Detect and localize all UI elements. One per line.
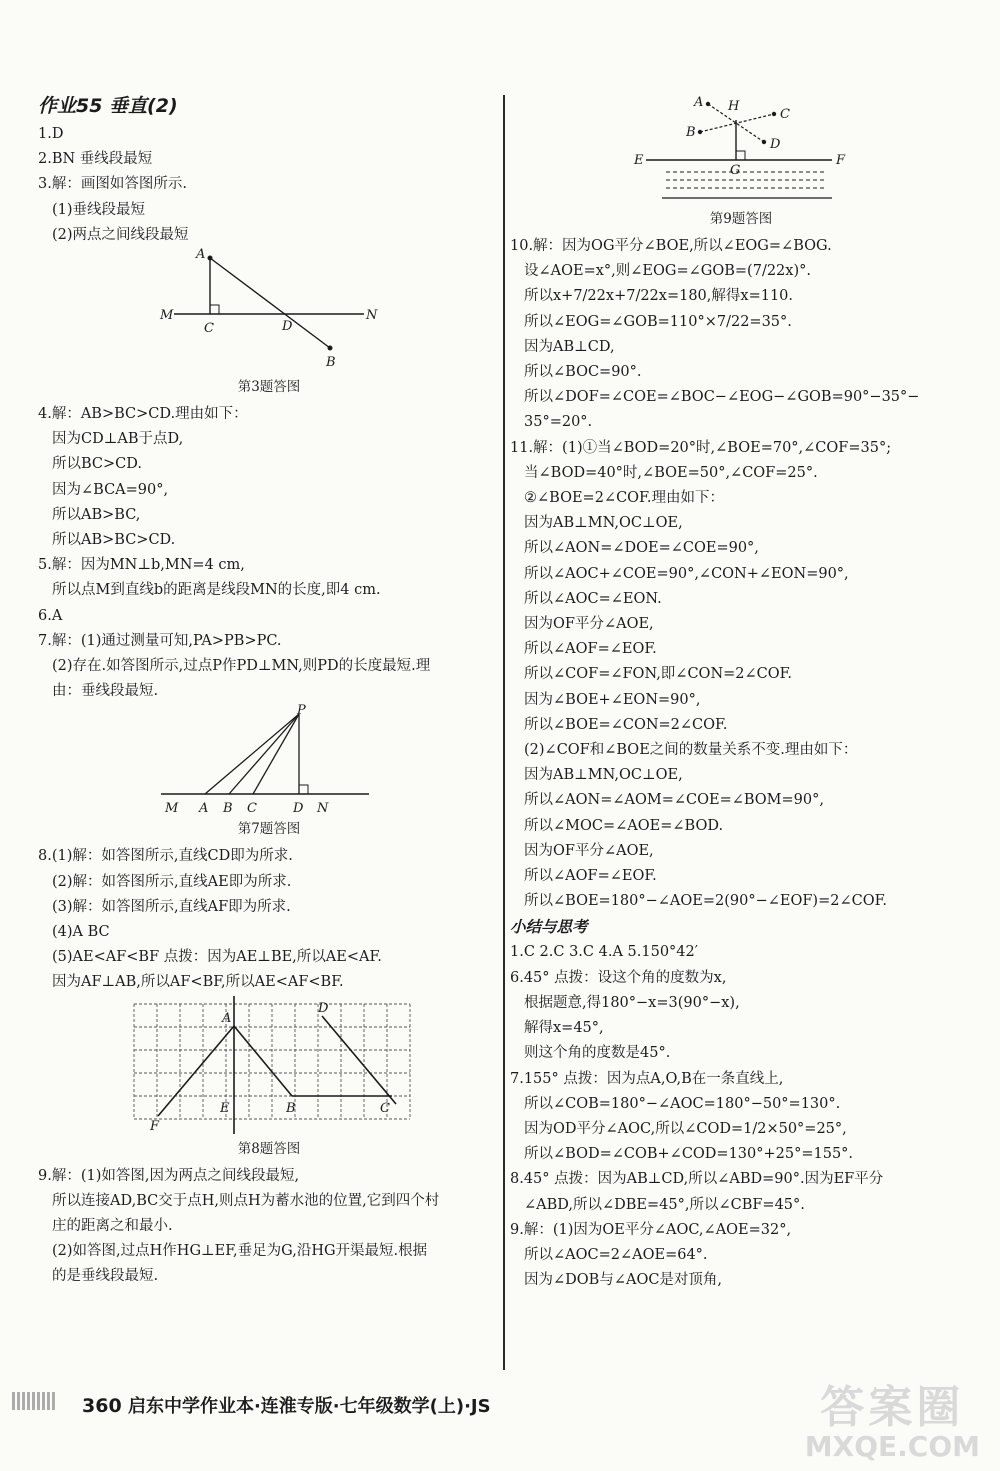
page-number: 360 — [82, 1395, 122, 1417]
label-d: D — [282, 319, 293, 335]
segment-pa — [205, 714, 299, 794]
answer-line: 根据题意,得180°−x=3(90°−x), — [524, 994, 740, 1011]
answer-line: (2)两点之间线段最短 — [52, 226, 189, 243]
answer-line: 庄的距离之和最小. — [52, 1218, 173, 1235]
label-e: E — [220, 1100, 230, 1116]
column-divider — [503, 95, 505, 1370]
label-h: H — [728, 99, 740, 114]
grid — [134, 1004, 410, 1119]
label-a: A — [199, 801, 209, 817]
answer-line: ②∠BOE=2∠COF.理由如下： — [524, 490, 724, 507]
answer-line: ∠ABD,所以∠DBE=45°,所以∠CBF=45°. — [524, 1196, 805, 1213]
answer-line: 所以∠COB=180°−∠AOC=180°−50°=130°. — [524, 1095, 841, 1112]
answer-line: 6.A — [38, 607, 63, 624]
point-d — [762, 140, 766, 144]
answer-line: 设∠AOE=x°,则∠EOG=∠GOB=(7/22x)°. — [524, 263, 811, 280]
figure-9-diagram — [626, 88, 856, 206]
answer-line: 9.解：(1)因为OE平分∠AOC,∠AOE=32°, — [510, 1221, 792, 1238]
answer-line: 所以∠AOC=2∠AOE=64°. — [524, 1246, 708, 1263]
label-m: M — [165, 801, 179, 817]
answer-line: 由：垂线段最短. — [52, 683, 159, 700]
segment-pb — [229, 714, 299, 794]
label-p: P — [297, 704, 306, 719]
label-a: A — [222, 1010, 232, 1026]
segment-ab — [210, 258, 330, 348]
label-d: D — [770, 137, 781, 152]
answer-line: 因为OF平分∠AOE, — [524, 842, 654, 859]
figure-8-caption: 第8题答图 — [237, 1140, 301, 1157]
answer-line: 所以AB>BC, — [52, 506, 141, 523]
answer-line: 因为∠DOB与∠AOC是对顶角, — [524, 1272, 723, 1289]
answer-line: 因为OF平分∠AOE, — [524, 616, 654, 633]
label-g: G — [730, 163, 741, 178]
answer-line: 所以连接AD,BC交于点H,则点H为蓄水池的位置,它到四个村 — [52, 1192, 440, 1209]
answer-line: (2)如答图,过点H作HG⊥EF,垂足为G,沿HG开渠最短.根据 — [52, 1243, 428, 1260]
label-n: N — [366, 308, 378, 324]
answer-line: 10.解：因为OG平分∠BOE,所以∠EOG=∠BOG. — [510, 238, 832, 254]
figure-3-caption: 第3题答图 — [237, 379, 301, 396]
line-cd — [322, 1016, 396, 1104]
answer-line: 所以∠BOE=∠CON=2∠COF. — [524, 716, 728, 733]
label-c: C — [380, 1100, 390, 1116]
answer-line: 35°=20°. — [524, 414, 593, 431]
answer-line: 因为AF⊥AB,所以AF<BF,所以AE<AF<BF. — [52, 974, 344, 991]
answer-line: 8.(1)解：如答图所示,直线CD即为所求. — [38, 848, 293, 865]
label-b: B — [223, 801, 233, 817]
answer-line: (1)垂线段最短 — [52, 201, 146, 218]
section-2-title: 小结与思考 — [510, 918, 588, 937]
right-angle-mark — [299, 785, 308, 794]
answer-line: 所以∠COF=∠FON,即∠CON=2∠COF. — [524, 666, 793, 683]
answer-line: 当∠BOD=40°时,∠BOE=50°,∠COF=25°. — [524, 464, 818, 481]
label-b: B — [326, 355, 336, 371]
answer-line: (5)AE<AF<BF 点拨：因为AE⊥BE,所以AE<AF. — [52, 949, 382, 966]
answer-line: 所以∠MOC=∠AOE=∠BOD. — [524, 817, 724, 834]
label-e: E — [634, 153, 644, 168]
figure-9-caption: 第9题答图 — [709, 211, 773, 227]
point-b — [328, 346, 333, 351]
right-column — [510, 88, 972, 1293]
answer-line: 所以∠AOC=∠EON. — [524, 590, 662, 607]
label-b: B — [686, 125, 696, 140]
answer-line: 5.解：因为MN⊥b,MN=4 cm, — [38, 557, 245, 574]
answer-line: 11.解：(1)①当∠BOD=20°时,∠BOE=70°,∠COF=35°; — [510, 439, 892, 456]
answers-8 — [38, 844, 500, 995]
answers-9 — [38, 1164, 500, 1290]
answer-line: 所以∠AOF=∠EOF. — [524, 868, 657, 885]
answer-line: 6.45° 点拨：设这个角的度数为x, — [510, 969, 727, 986]
segment-ab — [234, 1026, 292, 1096]
answer-line: 8.45° 点拨：因为AB⊥CD,所以∠ABD=90°.因为EF平分 — [510, 1171, 884, 1188]
answer-line: 所以x+7/22x+7/22x=180,解得x=110. — [524, 288, 794, 305]
summary-answers — [510, 940, 972, 1293]
answer-line: (3)解：如答图所示,直线AF即为所求. — [52, 898, 291, 915]
watermark-main: 答案圈 — [820, 1382, 965, 1433]
label-c: C — [780, 107, 790, 122]
label-m: M — [160, 308, 174, 324]
answer-line: 因为AB⊥MN,OC⊥OE, — [524, 515, 683, 532]
answer-line: 因为AB⊥MN,OC⊥OE, — [524, 767, 683, 784]
label-f: F — [150, 1118, 160, 1134]
label-b: B — [286, 1100, 296, 1116]
answer-line: 所以∠AON=∠DOE=∠COE=90°, — [524, 540, 759, 557]
section-title: 作业55 垂直(2) — [38, 95, 178, 117]
answer-line: 因为∠BCA=90°, — [52, 481, 169, 498]
label-n: N — [317, 801, 329, 817]
label-d: D — [293, 801, 304, 817]
answer-line: 1.C 2.C 3.C 4.A 5.150°42′ — [510, 944, 699, 961]
answer-line: 所以∠BOD=∠COB+∠COD=130°+25°=155°. — [524, 1146, 854, 1163]
answer-line: (2)存在.如答图所示,过点P作PD⊥MN,则PD的长度最短.理 — [52, 658, 431, 675]
answer-line: 9.解：(1)如答图,因为两点之间线段最短, — [38, 1167, 300, 1184]
point-b — [698, 130, 702, 134]
answer-line: 所以点M到直线b的距离是线段MN的长度,即4 cm. — [52, 582, 381, 599]
answer-line: 解得x=45°, — [524, 1020, 604, 1037]
point-a — [208, 256, 213, 261]
answer-line: 因为CD⊥AB于点D, — [52, 431, 184, 448]
answer-line: 所以BC>CD. — [52, 456, 142, 473]
watermark-url: MXQE.COM — [804, 1430, 980, 1463]
answers-1-3 — [38, 122, 500, 248]
answers-4-7 — [38, 402, 500, 704]
answer-line: 4.解：AB>BC>CD.理由如下： — [38, 406, 248, 423]
answers-10-11 — [510, 234, 972, 914]
answer-line: 所以∠DOF=∠COE=∠BOC−∠EOG−∠GOB=90°−35°− — [524, 389, 920, 406]
answer-line: 因为OD平分∠AOC,所以∠COD=1/2×50°=25°, — [524, 1120, 847, 1137]
answer-line: 1.D — [38, 126, 64, 142]
answer-line: 7.155° 点拨：因为点A,O,B在一条直线上, — [510, 1070, 784, 1087]
answer-line: (2)∠COF和∠BOE之间的数量关系不变.理由如下： — [524, 742, 858, 759]
right-angle-mark — [210, 305, 219, 314]
answer-line: 因为AB⊥CD, — [524, 338, 615, 355]
book-title: 启东中学作业本·连淮专版·七年级数学(上)·JS — [127, 1396, 491, 1417]
point-c — [772, 112, 776, 116]
answer-line: 所以∠AOC+∠COE=90°,∠CON+∠EON=90°, — [524, 565, 849, 582]
label-d: D — [318, 1000, 329, 1016]
page-footer — [12, 1392, 612, 1418]
answer-line: 则这个角的度数是45°. — [524, 1045, 671, 1062]
figure-3-diagram — [154, 248, 384, 374]
answer-line: 因为∠BOE+∠EON=90°, — [524, 691, 701, 708]
segment-pc — [253, 714, 299, 794]
label-f: F — [836, 153, 846, 168]
point-a — [706, 102, 710, 106]
left-column — [38, 92, 500, 1290]
answer-line: 的是垂线段最短. — [52, 1268, 159, 1285]
answer-line: 所以∠AOF=∠EOF. — [524, 641, 657, 658]
answer-line: (2)解：如答图所示,直线AE即为所求. — [52, 873, 292, 890]
answer-line: 7.解：(1)通过测量可知,PA>PB>PC. — [38, 632, 282, 649]
answer-line: 2.BN 垂线段最短 — [38, 151, 153, 168]
answer-line: (4)A BC — [52, 924, 110, 941]
segment-bc — [700, 114, 774, 132]
label-c: C — [204, 321, 214, 337]
figure-7-diagram — [149, 704, 389, 816]
figure-8-grid-diagram — [114, 996, 424, 1136]
watermark — [804, 1382, 980, 1463]
answer-line: 3.解：画图如答图所示. — [38, 176, 187, 193]
answer-line: 所以∠AON=∠AOM=∠COE=∠BOM=90°, — [524, 792, 824, 809]
label-a: A — [694, 95, 704, 110]
answer-line: 所以∠BOC=90°. — [524, 364, 642, 381]
label-a: A — [196, 248, 206, 263]
figure-7-caption: 第7题答图 — [237, 821, 301, 838]
answer-line: 所以∠BOE=180°−∠AOE=2(90°−∠EOF)=2∠COF. — [524, 893, 888, 910]
answer-line: 所以AB>BC>CD. — [52, 532, 176, 549]
right-angle-mark — [736, 151, 745, 160]
answer-line: 所以∠EOG=∠GOB=110°×7/22=35°. — [524, 313, 792, 330]
label-c: C — [247, 801, 257, 817]
